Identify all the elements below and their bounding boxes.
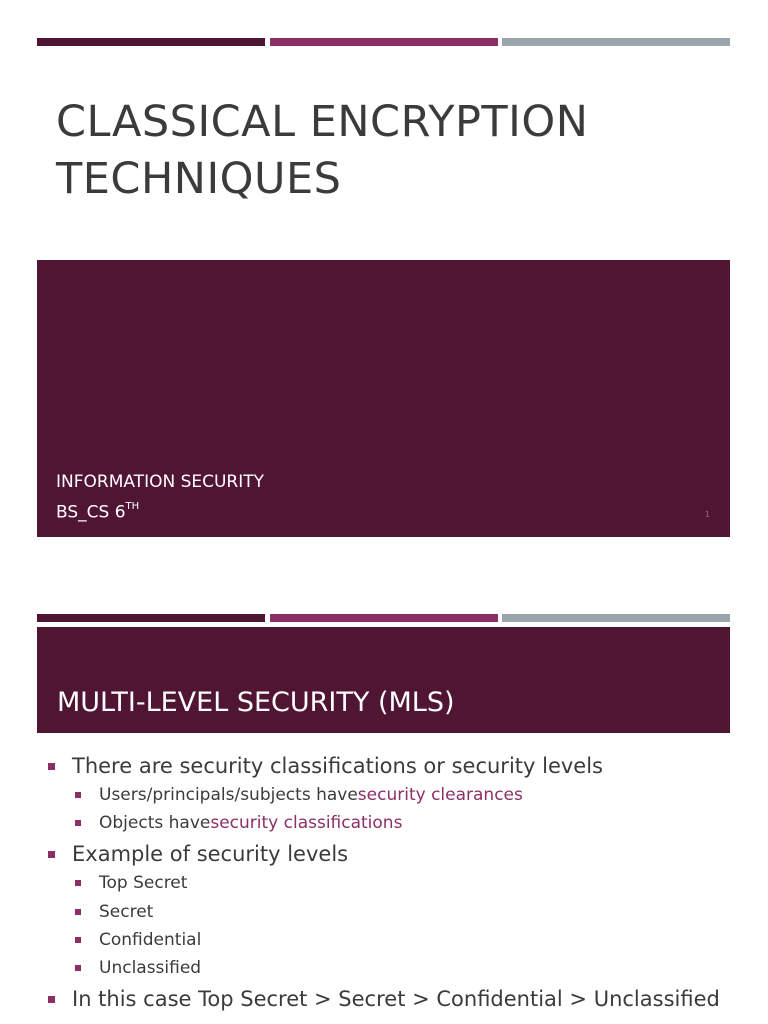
bullet-square-icon bbox=[75, 880, 81, 886]
slide1-page-number: 1 bbox=[704, 510, 710, 519]
slide2-accent-bar-magenta bbox=[270, 614, 498, 622]
sub-bullet-item bbox=[75, 930, 201, 950]
bullet-text: Users/principals/subjects have bbox=[99, 785, 358, 805]
bullet-square-icon bbox=[75, 909, 81, 915]
slide2-title: MULTI-LEVEL SECURITY (MLS) bbox=[57, 687, 455, 718]
bullet-text: Objects have bbox=[99, 813, 211, 833]
bullet-text: Top Secret bbox=[99, 873, 188, 893]
bullet-item bbox=[48, 987, 720, 1011]
slide1-subtitle-line2 bbox=[56, 498, 139, 524]
bullet-square-icon bbox=[48, 851, 55, 858]
highlight-text: security clearances bbox=[357, 785, 523, 805]
bullet-square-icon bbox=[48, 996, 55, 1003]
slide1-subtitle-panel bbox=[37, 260, 730, 537]
bullet-square-icon bbox=[75, 937, 81, 943]
slide2-accent-bar-gray bbox=[502, 614, 730, 622]
sub-bullet-item bbox=[75, 813, 402, 833]
slide1-title-line1: CLASSICAL ENCRYPTION bbox=[56, 97, 589, 147]
bullet-text: Secret bbox=[99, 902, 154, 922]
bullet-item bbox=[48, 754, 603, 778]
sub-bullet-item bbox=[75, 785, 523, 805]
bullet-text: Unclassified bbox=[99, 958, 202, 978]
bullet-square-icon bbox=[75, 965, 81, 971]
bullet-square-icon bbox=[75, 820, 81, 826]
sub-bullet-item bbox=[75, 902, 153, 922]
bullet-square-icon bbox=[48, 763, 55, 770]
bullet-text: In this case Top Secret > Secret > Confidential > Unclassified bbox=[72, 987, 720, 1011]
slide2-header bbox=[37, 627, 730, 733]
bullet-item bbox=[48, 842, 348, 866]
bullet-text: Confidential bbox=[99, 930, 202, 950]
accent-bar-magenta bbox=[270, 38, 498, 46]
accent-bar-dark bbox=[37, 38, 265, 46]
sub-bullet-item bbox=[75, 958, 201, 978]
accent-bar-gray bbox=[502, 38, 730, 46]
bullet-text: Example of security levels bbox=[72, 842, 349, 866]
highlight-text: security classifications bbox=[210, 813, 403, 833]
sub-bullet-item bbox=[75, 873, 187, 893]
slide1-subtitle-course: BS_CS 6 bbox=[56, 502, 126, 523]
slide1-subtitle-line1: INFORMATION SECURITY bbox=[56, 472, 265, 492]
bullet-text: There are security classifications or security levels bbox=[72, 754, 603, 778]
slide1-subtitle-superscript: TH bbox=[125, 501, 140, 512]
slide2-accent-bar-dark bbox=[37, 614, 265, 622]
slide1-title bbox=[56, 94, 736, 208]
bullet-square-icon bbox=[75, 792, 81, 798]
slide1-title-line2: TECHNIQUES bbox=[56, 154, 342, 204]
